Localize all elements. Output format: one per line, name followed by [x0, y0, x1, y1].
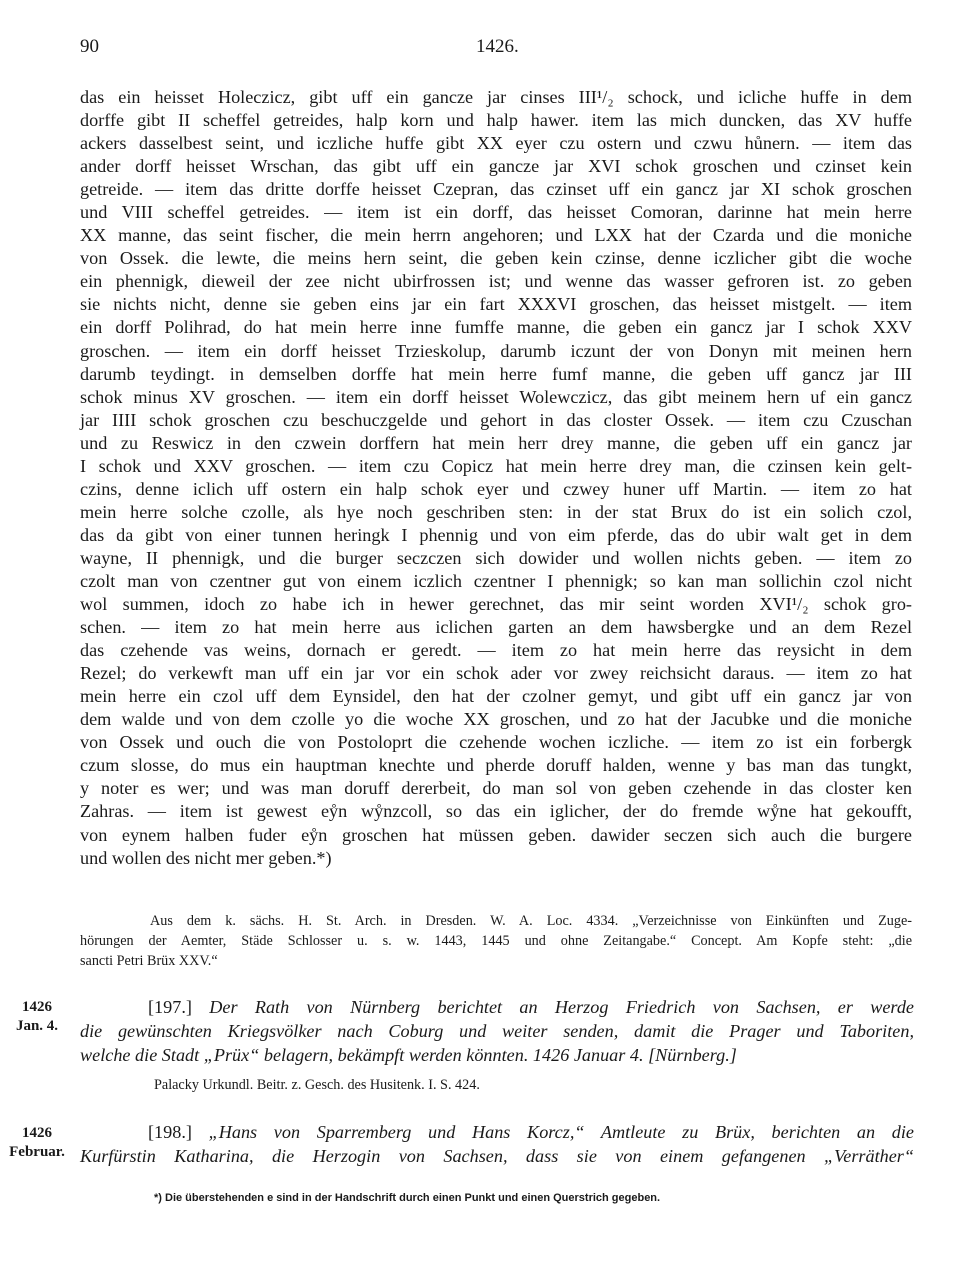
entry-198: [80, 1120, 914, 1168]
text-line: ander dorff heisset Wrschan, das gibt uff ein gancze jar XVI schok groschen und czinset kein: [80, 156, 912, 177]
entry-source: Palacky Urkundl. Beitr. z. Gesch. des Husitenk. I. S. 424.: [154, 1077, 480, 1093]
text-line: das ein heisset Holeczicz, gibt uff ein gancze jar cinses III¹/₂ schock, und icliche huffe in dem: [80, 87, 912, 107]
entry-number: [197.]: [148, 997, 192, 1017]
text-line: schok minus XV groschen. — item ein dorff heisset Wolewczicz, das gibt meinem hern uf ein gancz: [80, 386, 912, 407]
text-line: I schok und XXV groschen. — item czu Copicz hat mein herre drey man, die czinsen kein gelt-: [80, 455, 912, 476]
text-line: schen. — item zo hat mein herre aus iclichen garten an dem hawsbergke und an dem Rezel: [80, 617, 912, 638]
entry-line: [80, 995, 914, 1019]
footnote: *) Die überstehenden e sind in der Handschrift durch einen Punkt und einen Querstrich gegeben.: [154, 1192, 661, 1204]
source-line: sancti Petri Brüx XXV.“: [80, 952, 218, 969]
text-line: sie nichts nicht, denne sie geben eins jar ein fart XXXVI groschen, das heisset mistgelt. — item: [80, 294, 912, 315]
text-line: wayne, II phennigk, und die burger seczczen sich dowider und wollen nichts geben. — item zo: [80, 547, 912, 568]
text-line: mein herre solche czolle, als hye noch geschriben sten: in der stat Brux do ist ein solich czol,: [80, 501, 912, 522]
text-line: XX manne, das seint fischer, die mein herrn angehoren; und LXX hat der Czarda und die moniche: [80, 225, 912, 246]
text-line: jar IIII schok groschen czu beschuczgelde und gehort in das closter Ossek. — item czu Czuschan: [80, 409, 912, 430]
entry-summary: welche die Stadt „Prüx“ belagern, bekämpft werden könnten. 1426 Januar 4. [Nürnberg.]: [80, 1045, 737, 1065]
entry-summary: Kurfürstin Katharina, die Herzogin von Sachsen, dass sie von einem gefangenen „Verräther“: [80, 1146, 914, 1166]
text-line: wol summen, idoch zo habe ich in hewer gerechnet, das mir seint worden XVI¹/₂ schok gro-: [80, 594, 912, 615]
source-note: [80, 912, 912, 971]
margin-date-day: Jan. 4.: [15, 1018, 59, 1034]
entry-summary: die gewünschten Kriegsvölker nach Coburg und weiter senden, damit die Prager und Taboriten,: [80, 1021, 914, 1041]
source-line: hörungen der Aemter, Städe Schlosser u. s. w. 1443, 1445 und ohne Zeitangabe.“ Concept. Am Kopfe steht: „die: [80, 932, 912, 949]
main-text: [80, 86, 912, 870]
text-line: getreide. — item das dritte dorffe heisset Czepran, das czinset uff ein gancz jar XI schok groschen: [80, 179, 912, 200]
margin-date: [4, 998, 70, 1036]
text-line: von Ossek und ouch die von Postoloprt die czehende wochen iczliche. — item zo ist ein forbergk: [80, 732, 912, 753]
text-line: Zahras. — item ist gewest eẙn wẙnzcoll, so das ein iglicher, der do fremde wẙne hat gekoufft,: [80, 801, 912, 822]
text-line: und VIII scheffel getreides. — item ist ein dorff, das heisset Comoran, darinne hat mein herre: [80, 202, 912, 223]
text-line: czolt man von czentner gut von einem iczlich czentner I phennigk; so kan man sollichin czol nicht: [80, 570, 912, 591]
text-line: von eynem halben fuder eẙn groschen hat müssen geben. dawider seczen sich auch die burgere: [80, 824, 912, 845]
text-line: und zu Reswicz in den czwein dorffern hat mein herr drey manne, die geben uff ein gancz jar: [80, 432, 912, 453]
text-line: ackers dasselbest seint, und iczliche huffe gibt XX eyer czu ostern und czwu hůnern. — item das: [80, 133, 912, 154]
margin-date-day: Februar.: [9, 1144, 65, 1160]
text-line: y noter es wer; und was man doruff dererbeit, do man sol von geben czehende in das closter ken: [80, 778, 912, 799]
text-line: das da gibt von einer tunnen heringk I phennig und von eim pferde, das do ubir walt get in dem: [80, 524, 912, 545]
text-line: ein dorff Polihrad, do hat mein herre inne fumffe manne, die geben ein gancz jar I schok XXV: [80, 317, 912, 338]
entry-summary: Der Rath von Nürnberg berichtet an Herzog Friedrich von Sachsen, er werde: [209, 997, 914, 1017]
text-line: von Ossek. die lewte, die meins hern seint, die geben kein czinse, denne iczlicher gibt die woche: [80, 248, 912, 269]
margin-date-year: 1426: [22, 1125, 52, 1141]
text-line: Rezel; do verkewft man uff ein jar vor ein schok ader vor zwey reichsicht daraus. — item zo hat: [80, 663, 912, 684]
margin-date: [4, 1124, 70, 1162]
text-line: groschen. — item ein dorff heisset Trzieskolup, darumb iczunt der von Donyn mit meinen hern: [80, 340, 912, 361]
entry-summary: „Hans von Sparremberg und Hans Korcz,“ Amtleute zu Brüx, berichten an die: [208, 1122, 914, 1142]
text-line: und wollen des nicht mer geben.*): [80, 847, 332, 868]
source-line: Aus dem k. sächs. H. St. Arch. in Dresden. W. A. Loc. 4334. „Verzeichnisse von Einkünften und Zuge-: [150, 913, 912, 929]
text-line: czins, denne iclich uff ostern ein halp schok eyer und czwey huner uff Martin. — item zo hat: [80, 478, 912, 499]
text-line: das czehende vas weins, dornach er geredt. — item zo hat mein herre das reysicht in dem: [80, 640, 912, 661]
entry-number: [198.]: [148, 1122, 192, 1142]
text-line: dem walde und von dem czolle yo die woche XX groschen, und zo hat der Jacubke und die moniche: [80, 709, 912, 730]
text-line: dorffe gibt II scheffel getreides, halp korn und halp hawer. item las mich duncken, das XV huffe: [80, 110, 912, 131]
running-header-year: 1426.: [476, 36, 519, 57]
entry-line: [80, 1120, 914, 1144]
text-line: czum slosse, do mus ein hauptman knechte und pherde doruff halden, wenne y bas man das tungkt,: [80, 755, 912, 776]
page-number: 90: [80, 36, 99, 57]
entry-197: [80, 995, 914, 1067]
text-line: darumb teydingt. in demselben dorffe hat mein herre fumf manne, die geben uff gancz jar III: [80, 363, 912, 384]
text-line: mein herre ein czol uff dem Eynsidel, den hat der czolner gemyt, und gibt uff ein gancz jar von: [80, 686, 912, 707]
text-line: ein phennigk, dieweil der zee nicht ubirfrossen ist; und wenne das wasser gefroren ist. zo geben: [80, 271, 912, 292]
margin-date-year: 1426: [22, 999, 52, 1015]
